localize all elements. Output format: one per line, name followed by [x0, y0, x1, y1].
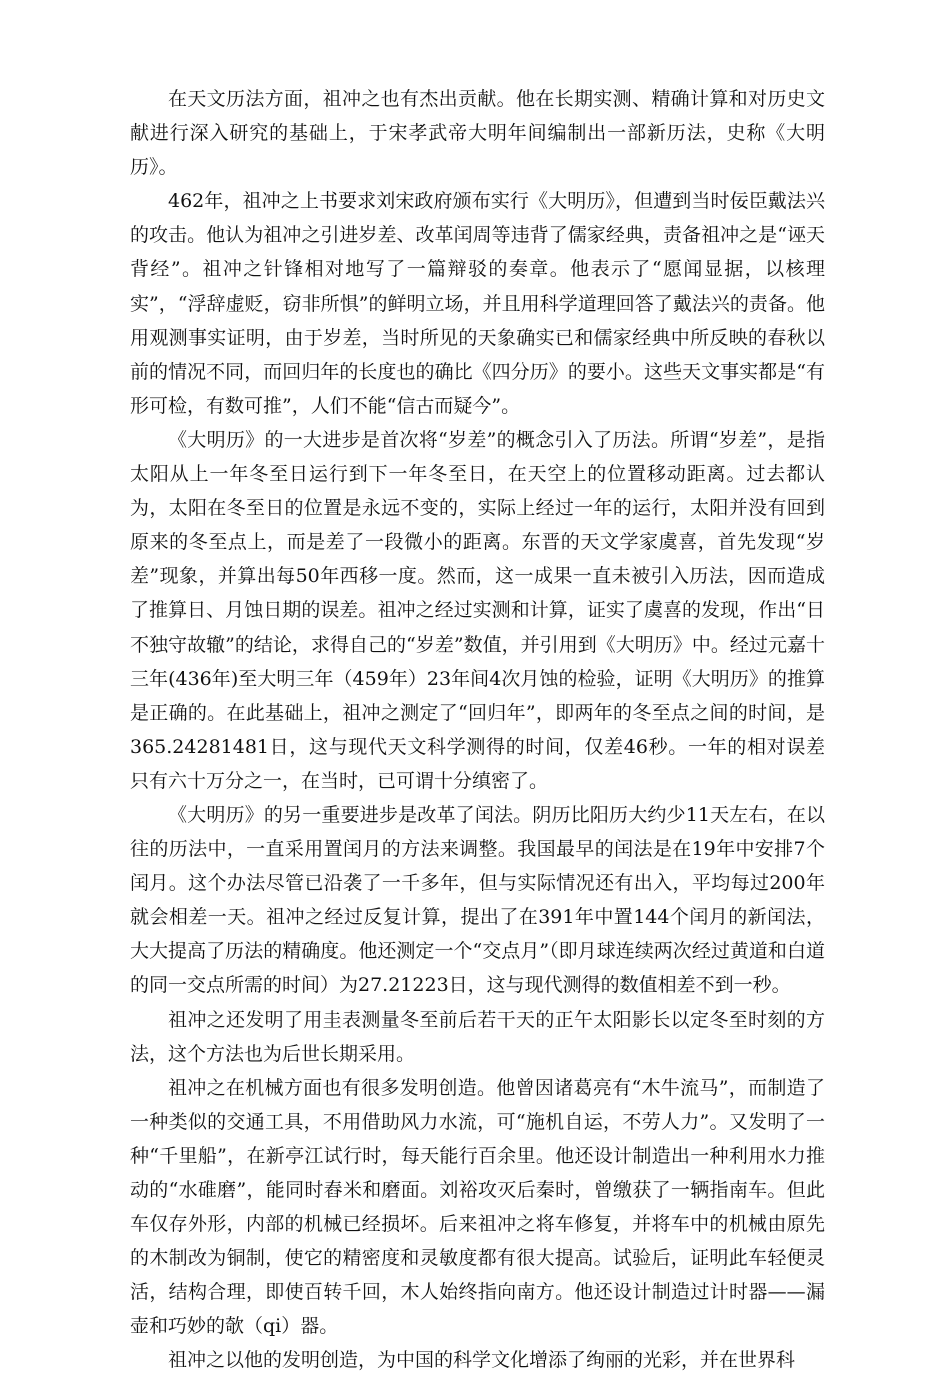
paragraph-conclusion: 祖冲之以他的发明创造，为中国的科学文化增添了绚丽的光彩，并在世界科: [168, 1349, 796, 1372]
paragraph-gnomon: 祖冲之还发明了用圭表测量冬至前后若干天的正午太阳影长以定冬至时刻的方法，这个方法也为后世长期采用。: [130, 1008, 825, 1065]
paragraph-debate-dai-faxing: 462年，祖冲之上书要求刘宋政府颁布实行《大明历》，但遭到当时佞臣戴法兴的攻击。他认为祖冲之引进岁差、改革闰周等违背了儒家经典，责备祖冲之是“诬天背经”。祖冲之针锋相对地写了一篇辩驳的奏章。他表示了“愿闻显据，以核理实”，“浮辞虚贬，窃非所惧”的鲜明立场，并且用科学道理回答了戴法兴的责备。他用观测事实证明，由于岁差，当时所见的天象确实已和儒家经典中所反映的春秋以前的情况不同，而回归年的长度也的确比《四分历》的要小。这些天文事实都是“有形可检，有数可推”，人们不能“信古而疑今”。: [130, 190, 825, 417]
paragraph-leap-method: 《大明历》的另一重要进步是改革了闰法。阴历比阳历大约少11天左右，在以往的历法中，一直采用置闰月的方法来调整。我国最早的闰法是在19年中安排7个闰月。这个办法尽管已沿袭了一千多年，但与实际情况还有出入，平均每过200年就会相差一天。祖冲之经过反复计算，提出了在391年中置144个闰月的新闰法，大大提高了历法的精确度。他还测定一个“交点月”（即月球连续两次经过黄道和白道的同一交点所需的时间）为27.21223日，这与现代测得的数值相差不到一秒。: [130, 803, 825, 997]
paragraph-machinery: 祖冲之在机械方面也有很多发明创造。他曾因诸葛亮有“木牛流马”，而制造了一种类似的交通工具，不用借助风力水流，可“施机自运，不劳人力”。又发明了一种“千里船”，在新亭江试行时，每天能行百余里。他还设计制造出一种利用水力推动的“水碓磨”，能同时舂米和磨面。刘裕攻灭后秦时，曾缴获了一辆指南车。但此车仅存外形，内部的机械已经损坏。后来祖冲之将车修复，并将车中的机械由原先的木制改为铜制，使它的精密度和灵敏度都有很大提高。试验后，证明此车轻便灵活，结构合理，即使百转千回，木人始终指向南方。他还设计制造过计时器——漏壶和巧妙的欹（qi）器。: [130, 1076, 825, 1338]
paragraph-astronomy-intro: 在天文历法方面，祖冲之也有杰出贡献。他在长期实测、精确计算和对历史文献进行深入研究的基础上，于宋孝武帝大明年间编制出一部新历法，史称《大明历》。: [130, 88, 825, 179]
document-body: [130, 82, 825, 1378]
paragraph-precession: 《大明历》的一大进步是首次将“岁差”的概念引入了历法。所谓“岁差”，是指太阳从上一年冬至日运行到下一年冬至日，在天空上的位置移动距离。过去都认为，太阳在冬至日的位置是永远不变的，实际上经过一年的运行，太阳并没有回到原来的冬至点上，而是差了一段微小的距离。东晋的天文学家虞喜，首先发现“岁差”现象，并算出每50年西移一度。然而，这一成果一直未被引入历法，因而造成了推算日、月蚀日期的误差。祖冲之经过实测和计算，证实了虞喜的发现，作出“日不独守故辙”的结论，求得自己的“岁差”数值，并引用到《大明历》中。经过元嘉十三年(436年)至大明三年（459年）23年间4次月蚀的检验，证明《大明历》的推算是正确的。在此基础上，祖冲之测定了“回归年”，即两年的冬至点之间的时间，是365.24281481日，这与现代天文科学测得的时间，仅差46秒。一年的相对误差只有六十万分之一，在当时，已可谓十分缜密了。: [130, 428, 825, 792]
